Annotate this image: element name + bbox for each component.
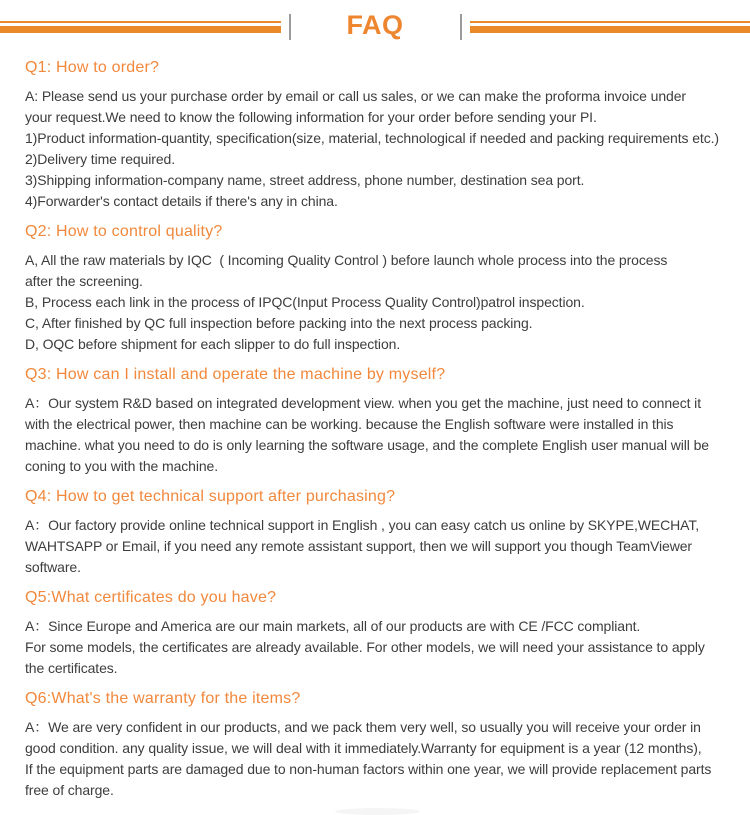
answer-line: the certificates.: [25, 660, 118, 676]
answer-line: coning to you with the machine.: [25, 458, 219, 474]
answer-line: C, After finished by QC full inspection before packing into the next process packing.: [25, 315, 533, 331]
question-heading-q1: Q1: How to order?: [25, 59, 160, 76]
question-heading-q2: Q2: How to control quality?: [25, 223, 223, 240]
header-rule-right-thin: [470, 21, 750, 23]
question-heading-q3: Q3: How can I install and operate the machine by myself?: [25, 366, 446, 383]
header-rule-left-thin: [0, 21, 281, 23]
answer-line: WAHTSAPP or Email, if you need any remote assistant support, then we will support you though TeamViewer: [25, 538, 692, 554]
answer-line: good condition. any quality issue, we will deal with it immediately.Warranty for equipment is a year (12 months),: [25, 740, 702, 756]
answer-line: For some models, the certificates are already available. For other models, we will need your assistance to apply: [25, 639, 705, 655]
answer-line: A, All the raw materials by IQC ( Incoming Quality Control ) before launch whole process into the process: [25, 252, 668, 268]
faq-section-q3: [25, 365, 740, 477]
answer-line: free of charge.: [25, 782, 114, 798]
answer-q5: [25, 616, 740, 679]
header-rule-right-thick: [470, 26, 750, 33]
answer-line: A: Please send us your purchase order by email or call us sales, or we can make the proforma invoice under: [25, 88, 686, 104]
answer-line: B, Process each link in the process of IPQC(Input Process Quality Control)patrol inspection.: [25, 294, 585, 310]
answer-line: machine. what you need to do is only learning the software usage, and the complete English user manual will be: [25, 437, 709, 453]
answer-line: after the screening.: [25, 273, 143, 289]
question-heading-q4: Q4: How to get technical support after purchasing?: [25, 488, 396, 505]
answer-line: your request.We need to know the following information for your order before sending your PI.: [25, 109, 597, 125]
faq-page: [0, 6, 750, 801]
answer-line: If the equipment parts are damaged due to non-human factors within one year, we will provide replacement parts: [25, 761, 712, 777]
faq-section-q6: [25, 689, 740, 801]
bottom-image-edge-artifact: [335, 808, 420, 815]
answer-line: 4)Forwarder's contact details if there's any in china.: [25, 193, 338, 209]
answer-line: A：We are very confident in our products, and we pack them very well, so usually you will receive your order in: [25, 719, 701, 735]
faq-section-q5: [25, 588, 740, 679]
faq-content: [0, 58, 750, 801]
answer-line: 2)Delivery time required.: [25, 151, 175, 167]
answer-line: 3)Shipping information-company name, street address, phone number, destination sea port.: [25, 172, 585, 188]
answer-line: A：Our factory provide online technical support in English , you can easy catch us online by SKYPE,WECHAT,: [25, 517, 700, 533]
question-heading-q5: Q5:What certificates do you have?: [25, 589, 277, 606]
page-title: FAQ: [346, 10, 404, 40]
answer-q3: [25, 393, 740, 477]
answer-line: software.: [25, 559, 81, 575]
header-rule-right: [470, 21, 750, 33]
answer-line: with the electrical power, then machine can be working. because the English software were installed in this: [25, 416, 674, 432]
answer-q1: [25, 86, 740, 212]
answer-q4: [25, 515, 740, 578]
answer-line: A：Since Europe and America are our main markets, all of our products are with CE /FCC compliant.: [25, 618, 641, 634]
answer-line: D, OQC before shipment for each slipper to do full inspection.: [25, 336, 401, 352]
faq-section-q2: [25, 222, 740, 355]
answer-q2: [25, 250, 740, 355]
answer-line: A：Our system R&D based on integrated development view. when you get the machine, just need to connect it: [25, 395, 701, 411]
header-rule-left: [0, 21, 281, 33]
header-rule-left-thick: [0, 26, 281, 33]
answer-q6: [25, 717, 740, 801]
header-divider-left: [289, 14, 291, 40]
faq-section-q1: [25, 58, 740, 212]
faq-header: [0, 6, 750, 48]
faq-section-q4: [25, 487, 740, 578]
question-heading-q6: Q6:What's the warranty for the items?: [25, 690, 301, 707]
header-divider-right: [460, 14, 462, 40]
answer-line: 1)Product information-quantity, specification(size, material, technological if needed and packing requirements etc.): [25, 130, 719, 146]
